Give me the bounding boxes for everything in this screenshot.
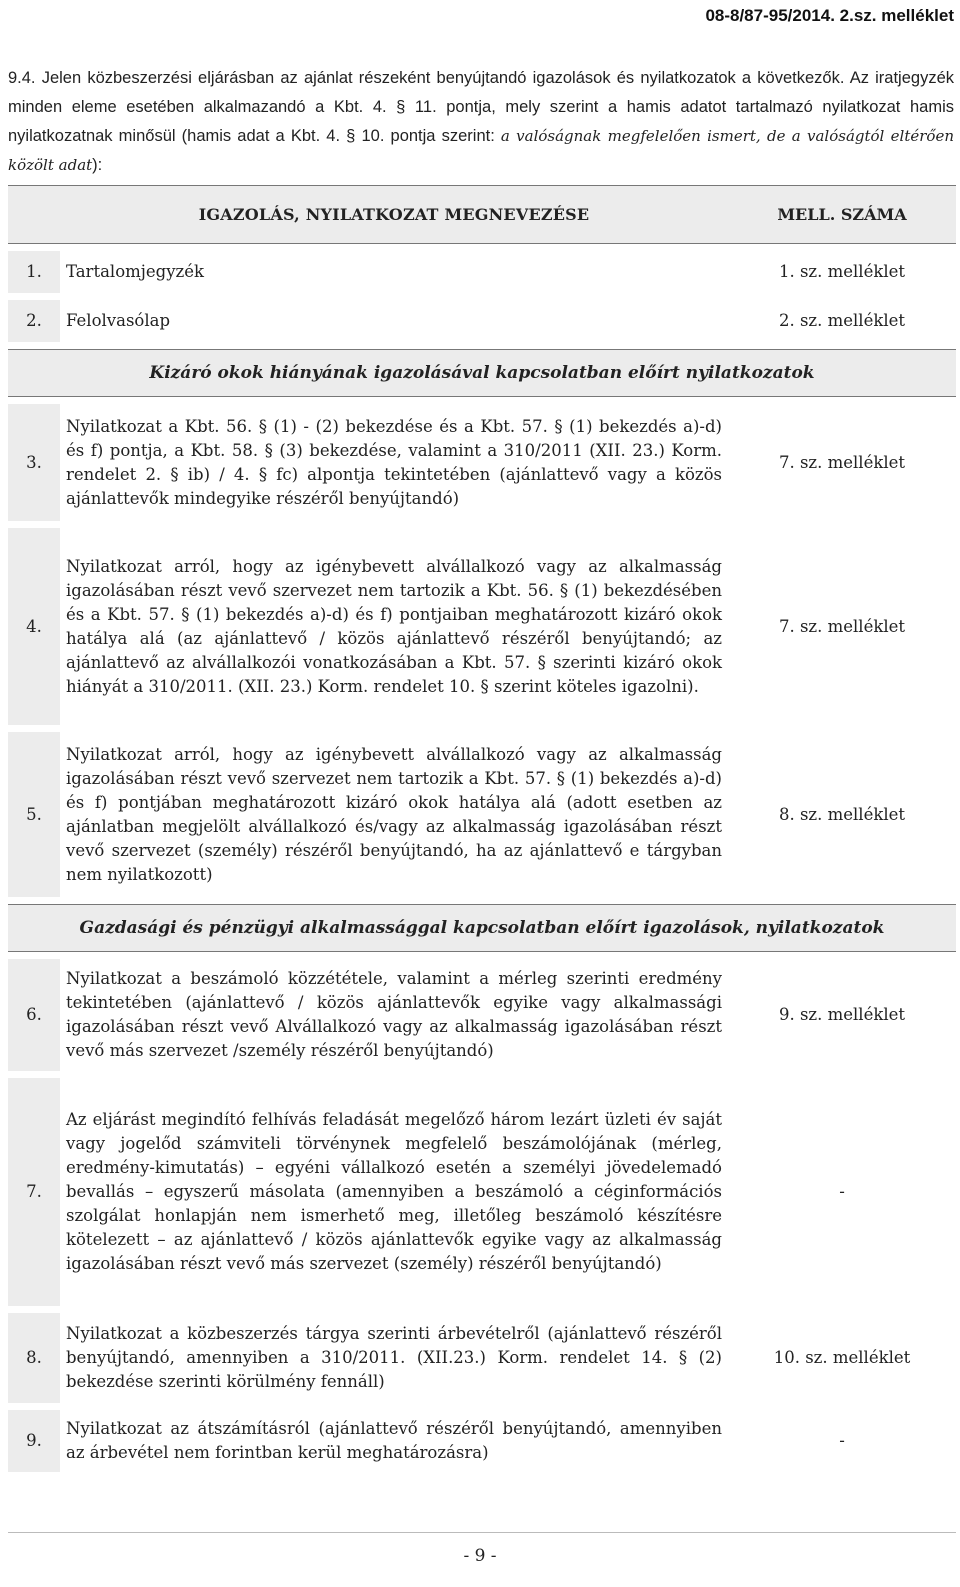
row-text: Nyilatkozat arról, hogy az igénybevett alvállalkozó vagy az alkalmasság igazolásában részt vevő szervezet nem tartozik a Kbt. 57. § (1) bekezdés a)-d) és f) pontjában meghatározott kizáró okok hatálya alá (adott esetben az ajánlatban megjelölt alvállalkozó és/vagy az alkalmasság igazolásában részt vevő szervezet (személy) részéről benyújtandó, ha az ajánlattevő e tárgyban nem nyilatkozott) bbox=[66, 744, 722, 884]
table-row bbox=[8, 1410, 956, 1472]
table-row bbox=[8, 1313, 956, 1403]
row-text: Nyilatkozat az átszámításról (ajánlattevő részéről benyújtandó, amennyiben az árbevétel nem forintban kerül meghatározásra) bbox=[66, 1419, 722, 1462]
row-mell: 8. sz. melléklet bbox=[778, 804, 906, 824]
row-text: Az eljárást megindító felhívás feladását megelőző három lezárt üzleti év saját vagy jogelőd számviteli törvénynek megfelelő beszámolójának (mérleg, eredmény-kimutatás) – egyéni vállalkozó esetén a személyi jövedelemadó bevallás – egyszerű másolata (amennyiben a beszámoló a céginformációs szolgálat honlapján nem ismerhető meg, illetőleg beszámoló készítésre kötelezett – az ajánlattevő / közös ajánlattevők egyike vagy az alkalmasság igazolásában részt vevő más szervezet (személy) részéről benyújtandó) bbox=[66, 1110, 722, 1273]
row-number: 5. bbox=[8, 732, 60, 897]
row-number: 7. bbox=[8, 1078, 60, 1306]
table-header-title: IGAZOLÁS, NYILATKOZAT MEGNEVEZÉSE bbox=[60, 186, 728, 244]
table-row bbox=[8, 300, 956, 342]
documents-table bbox=[8, 185, 956, 1472]
intro-quote: a valóságnak megfelelően ismert, de a valóságtól eltérően közölt adat bbox=[8, 127, 954, 174]
row-mell: 1. sz. melléklet bbox=[778, 262, 906, 281]
row-mell: - bbox=[839, 1182, 845, 1201]
table-header-num bbox=[8, 186, 60, 244]
row-mell: 2. sz. melléklet bbox=[778, 311, 906, 330]
row-text: Nyilatkozat arról, hogy az igénybevett alvállalkozó vagy az alkalmasság igazolásában részt vevő szervezet nem tartozik a Kbt. 56. § (1) bekezdésében és a Kbt. 57. § (1) bekezdés a)-d) és f) pontjaiban meghatározott kizáró okok hatálya alá (az ajánlattevő / közös ajánlattevő részéről benyújtandó; az ajánlattevő az alvállalkozói vonatkozásában a Kbt. 57. § szerinti kizáró okok hiányát a 310/2011. (XII. 23.) Korm. rendelet 10. § szerint köteles igazolni). bbox=[66, 556, 722, 696]
row-number: 6. bbox=[8, 959, 60, 1071]
row-number: 8. bbox=[8, 1313, 60, 1403]
row-number: 9. bbox=[8, 1410, 60, 1472]
page-number: - 9 - bbox=[463, 1546, 497, 1566]
document-reference: 08-8/87-95/2014. 2.sz. melléklet bbox=[705, 6, 954, 25]
row-text: Nyilatkozat a közbeszerzés tárgya szerinti árbevételről (ajánlattevő részéről benyújtandó, amennyiben a 310/2011. (XII.23.) Korm. rendelet 14. § (2) bekezdése szerinti körülmény fennáll) bbox=[66, 1324, 722, 1391]
table-row bbox=[8, 404, 956, 521]
section-heading-financial: Gazdasági és pénzügyi alkalmassággal kapcsolatban előírt igazolások, nyilatkozatok bbox=[8, 905, 956, 952]
table-row bbox=[8, 251, 956, 293]
table-row bbox=[8, 732, 956, 897]
row-text: Nyilatkozat a Kbt. 56. § (1) - (2) bekezdése és a Kbt. 57. § (1) bekezdés a)-d) és f) pontja, a Kbt. 58. § (3) bekezdése, valamint a 310/2011 (XII. 23.) Korm. rendelet 2. § ib) / 4. § fc) alpontja tekintetében (ajánlattevő vagy a közös ajánlattevők mindegyike részéről benyújtandó) bbox=[66, 416, 722, 508]
row-number: 2. bbox=[8, 300, 60, 342]
table-header-row bbox=[8, 186, 956, 244]
intro-tail: ): bbox=[92, 156, 103, 174]
row-number: 3. bbox=[8, 404, 60, 521]
table-header-mell: MELL. SZÁMA bbox=[728, 186, 956, 244]
row-mell: 10. sz. melléklet bbox=[773, 1348, 911, 1367]
row-mell: 7. sz. melléklet bbox=[778, 452, 906, 472]
row-text: Nyilatkozat a beszámoló közzététele, valamint a mérleg szerinti eredmény tekintetében (ajánlattevő / közös ajánlattevők egyike vagy alkalmassági igazolásában részt vevő Alvállalkozó vagy az alkalmasság igazolásában részt vevő más szervezet /személy részéről benyújtandó) bbox=[66, 969, 722, 1060]
footer-divider bbox=[8, 1532, 956, 1533]
row-name: Tartalomjegyzék bbox=[66, 262, 204, 281]
section-heading-row bbox=[8, 905, 956, 952]
intro-paragraph bbox=[8, 64, 954, 180]
section-heading-exclusion: Kizáró okok hiányának igazolásával kapcsolatban előírt nyilatkozatok bbox=[8, 350, 956, 397]
intro-text: 9.4. Jelen közbeszerzési eljárásban az ajánlat részeként benyújtandó igazolások és nyilatkozatok a következők. Az iratjegyzék minden eleme esetében alkalmazandó a Kbt. 4. § 11. pontja, mely szerint a hamis adatot tartalmazó nyilatkozat hamis nyilatkozatnak minősül (hamis adat a Kbt. 4. § 10. pontja szerint: bbox=[8, 69, 954, 145]
row-mell: - bbox=[839, 1431, 845, 1450]
table-row bbox=[8, 528, 956, 725]
row-number: 4. bbox=[8, 528, 60, 725]
section-heading-row bbox=[8, 350, 956, 397]
row-mell: 7. sz. melléklet bbox=[778, 616, 906, 636]
row-mell: 9. sz. melléklet bbox=[778, 1005, 906, 1024]
row-name: Felolvasólap bbox=[66, 311, 171, 330]
table-row bbox=[8, 1078, 956, 1306]
table-row bbox=[8, 959, 956, 1071]
row-number: 1. bbox=[8, 251, 60, 293]
